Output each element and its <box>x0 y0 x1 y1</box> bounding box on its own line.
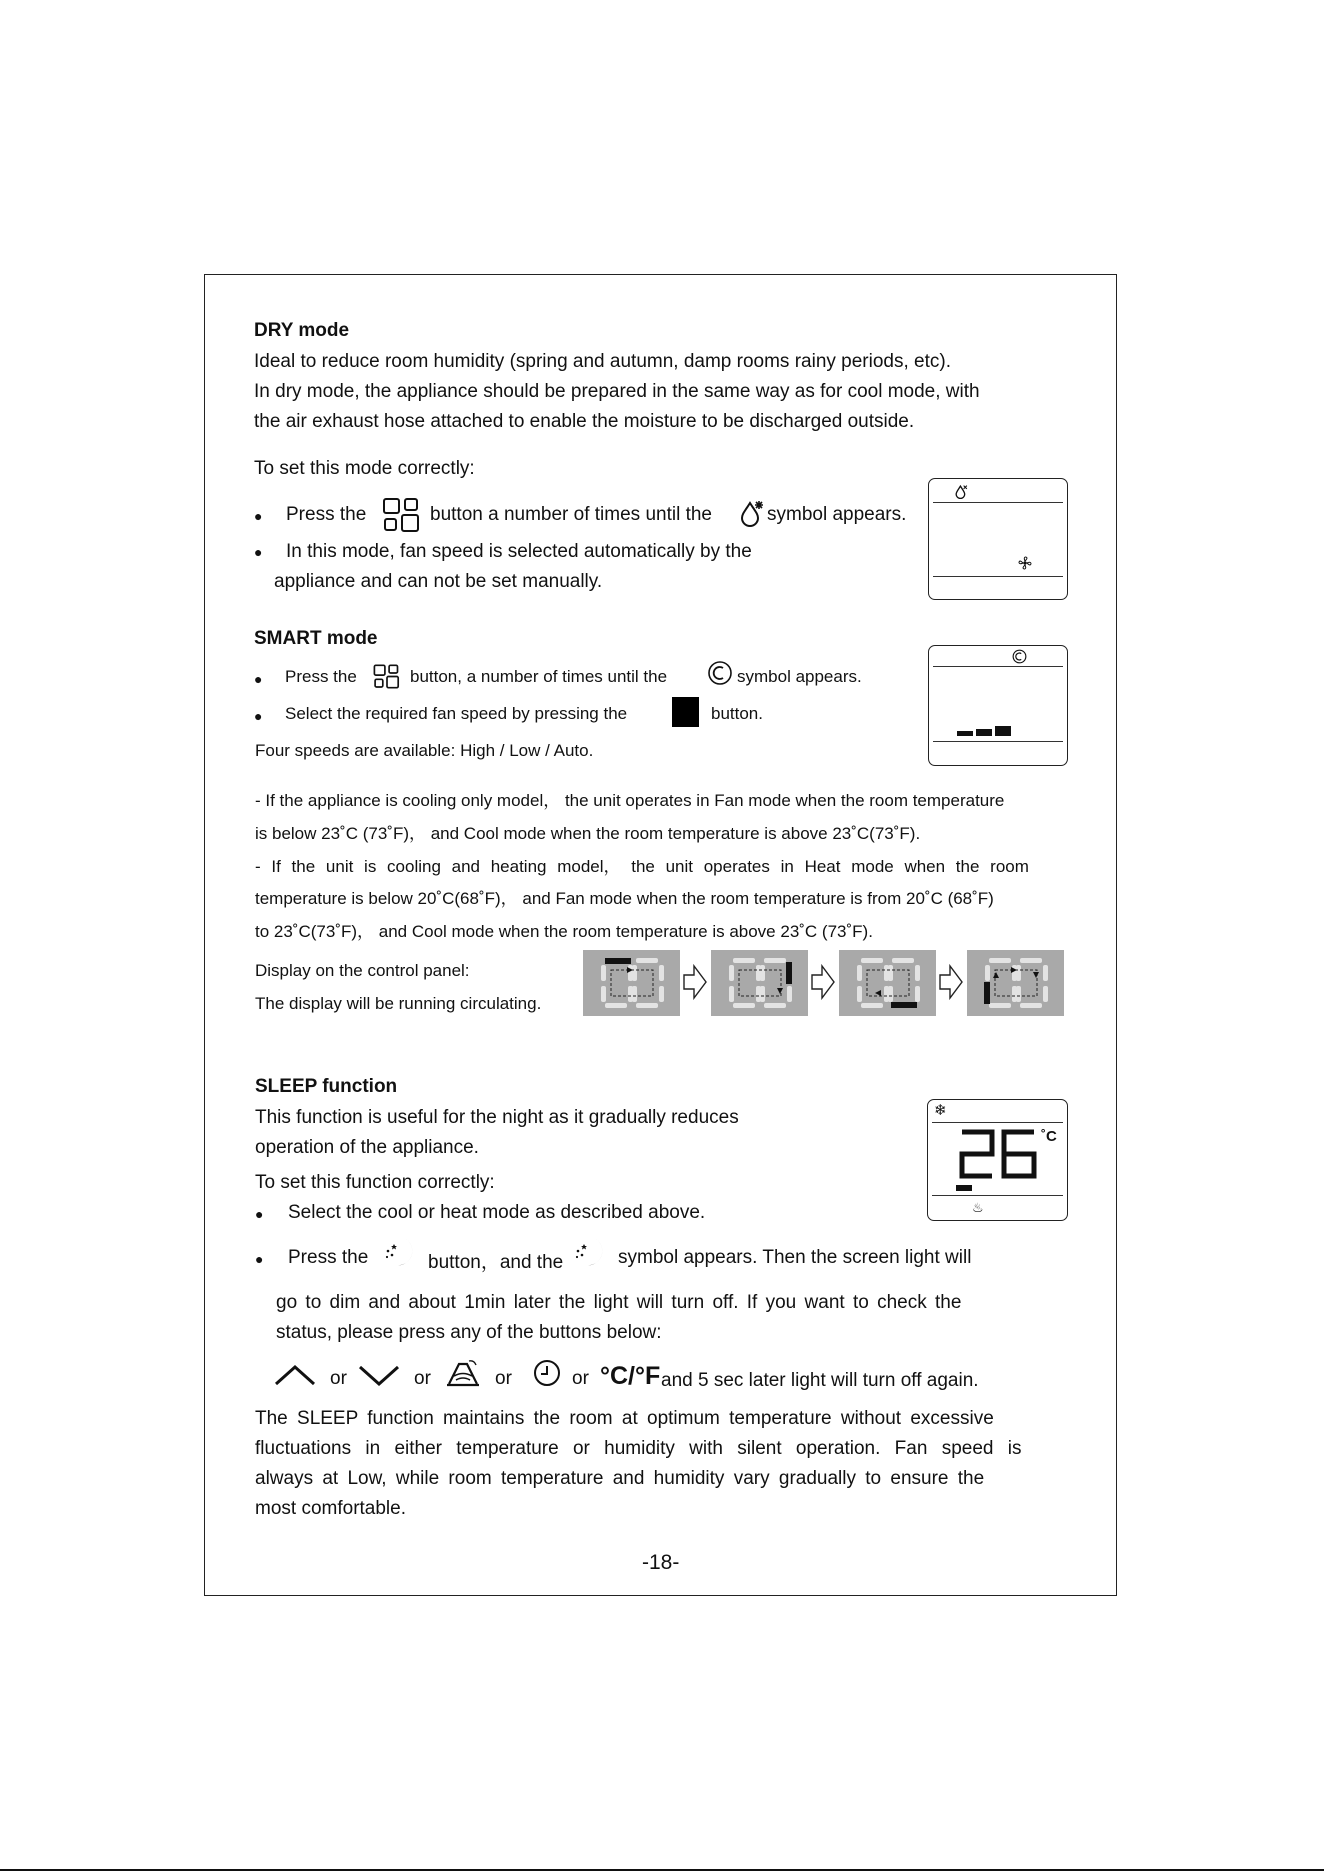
circulating-display-frame <box>711 950 808 1016</box>
dry-setup-label: To set this mode correctly: <box>254 458 475 479</box>
smart-explanation-line: to 23˚C(73˚F)， and Cool mode when the room temperature is above 23˚C (73˚F). <box>255 922 873 941</box>
sleep-icon <box>572 1234 610 1272</box>
bullet: ● <box>254 544 263 560</box>
lcd-divider <box>933 666 1063 667</box>
dry-step-text: In this mode, fan speed is selected automatically by the <box>286 541 752 562</box>
sleep-explanation-line: fluctuations in either temperature or humidity with silent operation. Fan speed is <box>255 1438 1022 1459</box>
lcd-divider <box>932 1122 1063 1123</box>
up-arrow-icon <box>273 1363 317 1387</box>
swing-icon <box>445 1358 481 1388</box>
dry-mode-heading: DRY mode <box>254 320 350 341</box>
bullet: ● <box>254 671 263 687</box>
fan-icon: ♨ <box>972 1200 984 1215</box>
sleep-setup-label: To set this function correctly: <box>255 1172 495 1193</box>
fan-icon <box>1017 555 1033 571</box>
smart-lcd-display <box>928 645 1068 766</box>
or-text: or <box>330 1368 347 1389</box>
smart-explanation-line: is below 23˚C (73˚F)， and Cool mode when the room temperature is above 23˚C(73˚F). <box>255 824 921 843</box>
display-caption: Display on the control panel: <box>255 961 470 980</box>
or-text: or <box>414 1368 431 1389</box>
dry-mode-icon <box>739 499 765 527</box>
fan-speed-button-icon <box>672 697 699 727</box>
dry-lcd-display <box>928 478 1068 600</box>
next-arrow-icon <box>810 963 836 1006</box>
sleep-lcd-display <box>927 1099 1068 1221</box>
fan-speed-bar <box>957 731 973 736</box>
sleep-explanation-line: The SLEEP function maintains the room at optimum temperature without excessive <box>255 1408 994 1429</box>
sleep-continued-line: go to dim and about 1min later the light will turn off. If you want to check the <box>276 1292 962 1313</box>
smart-step-text: Press the <box>285 667 357 686</box>
display-caption: The display will be running circulating. <box>255 994 542 1013</box>
lcd-divider <box>933 576 1063 577</box>
next-arrow-icon <box>682 963 708 1006</box>
dry-paragraph-line: In dry mode, the appliance should be prepared in the same way as for cool mode, with <box>254 381 980 402</box>
or-text: or <box>572 1368 589 1389</box>
dry-paragraph-line: the air exhaust hose attached to enable the moisture to be discharged outside. <box>254 411 915 432</box>
bullet: ● <box>254 508 263 524</box>
sleep-tail-text: and 5 sec later light will turn off again. <box>661 1370 979 1391</box>
sleep-explanation-line: most comfortable. <box>255 1498 406 1519</box>
dry-step-text: Press the <box>286 504 367 525</box>
sleep-explanation-line: always at Low, while room temperature and humidity vary gradually to ensure the <box>255 1468 985 1489</box>
smart-explanation-line: - If the unit is cooling and heating model， the unit operates in Heat mode when the room <box>255 857 1029 876</box>
or-text: or <box>495 1368 512 1389</box>
smart-explanation-line: - If the appliance is cooling only model， the unit operates in Fan mode when the room temperature <box>255 791 1005 810</box>
bullet: ● <box>255 1206 264 1222</box>
smart-step-text: button. <box>711 704 763 723</box>
down-arrow-icon <box>357 1363 401 1387</box>
fan-speed-bar <box>956 1185 972 1191</box>
temperature-unit: ˚C <box>1041 1128 1057 1145</box>
bullet: ● <box>255 1251 264 1267</box>
dry-step-text: appliance and can not be set manually. <box>274 571 603 592</box>
dry-step-text: symbol appears. <box>767 504 907 525</box>
sleep-paragraph-line: This function is useful for the night as it gradually reduces <box>255 1107 739 1128</box>
circulating-display-frame <box>839 950 936 1016</box>
fan-speed-bar <box>995 726 1011 736</box>
sleep-step-text: Select the cool or heat mode as described above. <box>288 1202 706 1223</box>
sleep-step-text: Press the <box>288 1247 369 1268</box>
page-bottom-rule <box>0 1869 1324 1871</box>
lcd-divider <box>932 1195 1063 1196</box>
temperature-unit-button: °C/°F <box>600 1362 661 1390</box>
mode-button-icon <box>382 497 422 533</box>
smart-mode-heading: SMART mode <box>254 628 378 649</box>
sleep-icon <box>382 1234 420 1272</box>
smart-step-text: symbol appears. <box>737 667 862 686</box>
smart-step-text: button, a number of times until the <box>410 667 668 686</box>
snowflake-icon: ❄ <box>934 1102 947 1119</box>
page-number: -18- <box>642 1551 680 1574</box>
bullet: ● <box>254 708 263 724</box>
dry-mode-icon <box>954 484 969 499</box>
next-arrow-icon <box>938 963 964 1006</box>
fan-speed-bar <box>976 729 992 736</box>
mode-button-icon <box>373 663 401 690</box>
sleep-step-text: symbol appears. Then the screen light will <box>618 1247 972 1268</box>
dry-paragraph-line: Ideal to reduce room humidity (spring and autumn, damp rooms rainy periods, etc). <box>254 351 951 372</box>
temperature-readout <box>958 1128 1042 1182</box>
sleep-continued-line: status, please press any of the buttons below: <box>276 1322 662 1343</box>
sleep-paragraph-line: operation of the appliance. <box>255 1137 479 1158</box>
timer-icon <box>532 1358 562 1388</box>
smart-speeds-text: Four speeds are available: High / Low / Auto. <box>255 741 594 760</box>
lcd-divider <box>933 741 1063 742</box>
circulating-display-frame <box>967 950 1064 1016</box>
smart-mode-icon <box>1012 649 1027 664</box>
smart-step-text: Select the required fan speed by pressing the <box>285 704 628 723</box>
sleep-function-heading: SLEEP function <box>255 1076 398 1097</box>
circulating-display-frame <box>583 950 680 1016</box>
lcd-divider <box>933 502 1063 503</box>
smart-mode-icon <box>707 660 733 686</box>
sleep-step-text: button，and the <box>428 1252 564 1273</box>
smart-explanation-line: temperature is below 20˚C(68˚F)， and Fan mode when the room temperature is from 20˚C (68˚F) <box>255 889 994 908</box>
dry-step-text: button a number of times until the <box>430 504 712 525</box>
